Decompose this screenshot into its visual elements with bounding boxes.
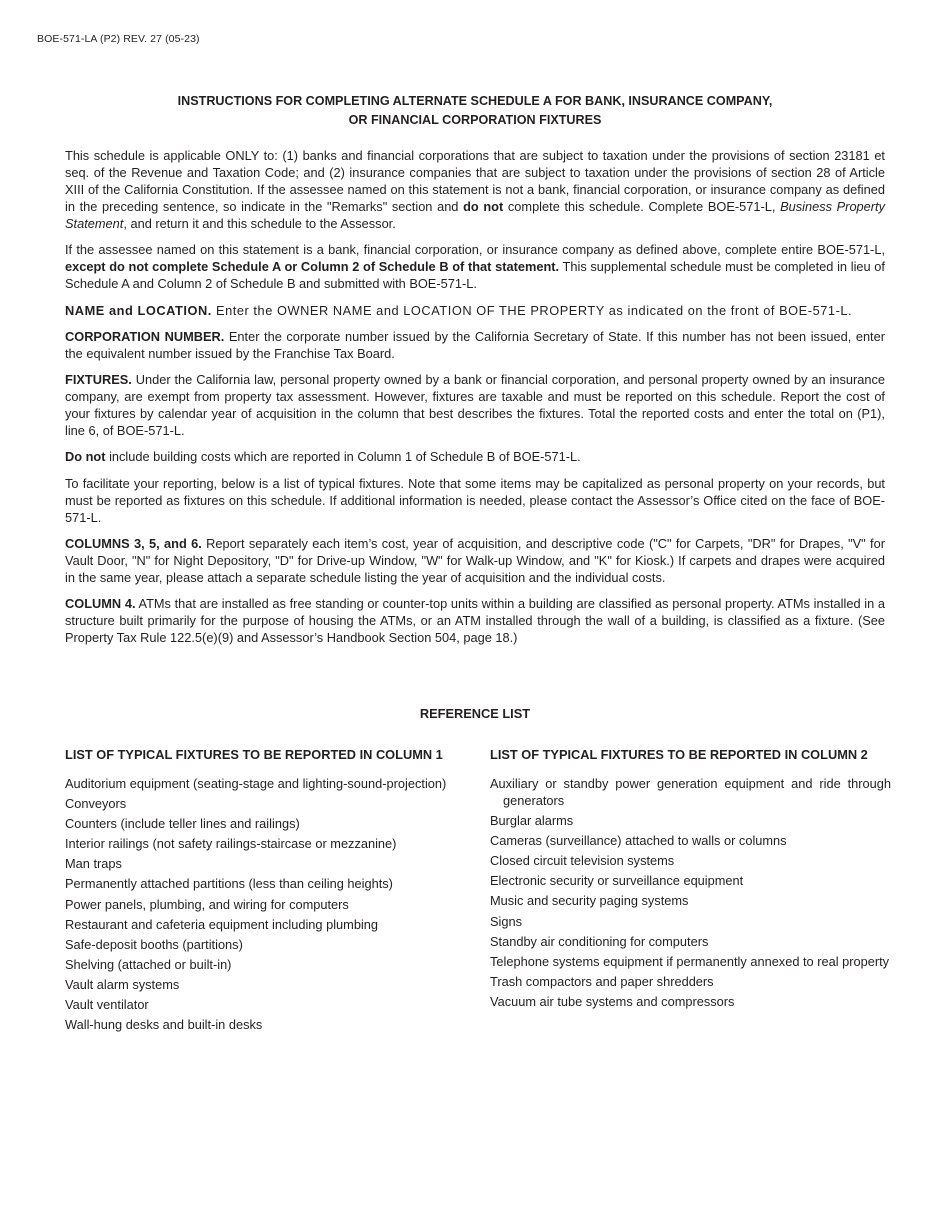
list-item: Vacuum air tube systems and compressors <box>490 993 735 1009</box>
applicability-text-3: , and return it and this schedule to the Assessor. <box>123 216 396 231</box>
applicability-text-2: complete this schedule. Complete BOE-571-L, <box>503 199 781 214</box>
fixtures-heading: FIXTURES. <box>65 372 132 388</box>
applicability-form-title: Business Property Statement <box>65 199 886 231</box>
list-item: Electronic security or surveillance equipment <box>490 873 744 889</box>
list-item: Counters (include teller lines and railings) <box>65 816 300 832</box>
column-1-items <box>65 775 465 1033</box>
page-title <box>65 92 885 130</box>
list-item: Shelving (attached or built-in) <box>65 956 232 972</box>
applicability-emphasis: do not <box>463 199 504 214</box>
facilitate-text: To facilitate your reporting, below is a list of typical fixtures. Note that some items may be capitalized as personal property on your records, but must be reported as fixtures on this schedule. If additional information is needed, please contact the Assessor’s Office cited on the face of BOE-571-L. <box>65 475 885 525</box>
page-title-line-2: OR FINANCIAL CORPORATION FIXTURES <box>348 113 602 127</box>
list-item: Power panels, plumbing, and wiring for computers <box>65 896 349 912</box>
corporation-number-paragraph <box>65 328 885 362</box>
list-item: Cameras (surveillance) attached to walls or columns <box>490 833 787 849</box>
form-id: BOE-571-LA (P2) REV. 27 (05-23) <box>37 33 200 45</box>
do-not-paragraph <box>65 448 885 465</box>
corporation-number-text: Enter the corporate number issued by the California Secretary of State. If this number has not been issued, enter the equivalent number issued by the Franchise Tax Board. <box>65 328 885 361</box>
reference-list-title: REFERENCE LIST <box>419 706 531 721</box>
name-location-text: Enter the OWNER NAME and LOCATION OF THE PROPERTY as indicated on the front of BOE-571-L. <box>211 302 853 318</box>
columns-356-heading: COLUMNS 3, 5, and 6. <box>65 536 202 552</box>
column-2-fixtures-list <box>490 746 891 1013</box>
name-location-paragraph <box>65 302 885 319</box>
list-item: Vault alarm systems <box>65 976 180 992</box>
list-item: Vault ventilator <box>65 997 149 1013</box>
list-item: Interior railings (not safety railings-staircase or mezzanine) <box>65 836 397 852</box>
columns-356-text: Report separately each item’s cost, year of acquisition, and descriptive code ("C" for Carpets, "DR" for Drapes, "V" for Vault Door, "N" for Night Depository, "D" for Drive-up Window, "W" for Walk-up Window, and "K" for Kiosk.) If carpets and drapes were acquired in the same year, please attach a separate schedule listing the year of acquisition and the individual costs. <box>65 536 885 586</box>
list-item: Conveyors <box>65 796 127 812</box>
list-item: Safe-deposit booths (partitions) <box>65 936 243 952</box>
column-4-text: ATMs that are installed as free standing or counter-top units within a building are classified as personal property. ATMs installed in a structure built primarily for the purpose of housing the ATMs, or an ATM installed through the wall of a building, is classified as a fixture. (See Property Tax Rule 122.5(e)(9) and Assessor’s Handbook Section 504, page 18.) <box>65 596 885 646</box>
do-not-text: include building costs which are reported in Column 1 of Schedule B of BOE-571-L. <box>105 449 581 465</box>
column-4-paragraph <box>65 595 885 646</box>
list-item: Wall-hung desks and built-in desks <box>65 1017 263 1033</box>
column-2-items <box>490 775 891 1010</box>
facilitate-paragraph <box>65 475 885 526</box>
applicability-text-1: This schedule is applicable ONLY to: (1) banks and financial corporations that are subject to taxation under the provisions of section 23181 et seq. of the Revenue and Taxation Code; and (2) insurance companies that are subject to taxation under the provisions of section 28 of Article XIII of the California Constitution. If the assessee named on this statement is not a bank, financial corporation, or insurance company as defined in the preceding sentence, so indicate in the "Remarks" section and <box>65 148 885 214</box>
column-1-fixtures-list <box>65 746 465 1036</box>
list-item: Telephone systems equipment if permanently annexed to real property <box>490 953 890 969</box>
list-item: Restaurant and cafeteria equipment including plumbing <box>65 916 379 932</box>
list-item: Man traps <box>65 856 122 872</box>
columns-356-paragraph <box>65 535 885 586</box>
corporation-number-heading: CORPORATION NUMBER. <box>65 328 225 344</box>
applicability-paragraph <box>65 147 885 232</box>
list-item: Standby air conditioning for computers <box>490 933 709 949</box>
list-item: Music and security paging systems <box>490 893 689 909</box>
fixtures-paragraph <box>65 371 885 439</box>
column-1-heading: LIST OF TYPICAL FIXTURES TO BE REPORTED IN COLUMN 1 <box>65 747 443 762</box>
page-title-line-1: INSTRUCTIONS FOR COMPLETING ALTERNATE SCHEDULE A FOR BANK, INSURANCE COMPANY, <box>177 94 773 108</box>
list-item: Permanently attached partitions (less than ceiling heights) <box>65 876 393 892</box>
entire-form-text-1: If the assessee named on this statement is a bank, financial corporation, or insurance company as defined above, complete entire BOE-571-L, <box>65 242 885 258</box>
list-item: Trash compactors and paper shredders <box>490 973 714 989</box>
entire-form-paragraph <box>65 241 885 292</box>
list-item: Auxiliary or standby power generation equipment and ride through generators <box>490 776 891 808</box>
list-item: Auditorium equipment (seating-stage and lighting-sound-projection) <box>65 776 447 791</box>
entire-form-emphasis: except do not complete Schedule A or Column 2 of Schedule B of that statement. <box>65 259 560 275</box>
entire-form-text-2: This supplemental schedule must be completed in lieu of Schedule A and Column 2 of Schedule B and submitted with BOE-571-L. <box>65 259 885 292</box>
fixtures-text: Under the California law, personal property owned by a bank or financial corporation, and personal property owned by an insurance company, are exempt from property tax assessment. However, fixtures are taxable and must be reported on this schedule. Report the cost of your fixtures by calendar year of acquisition in the column that best describes the fixtures. Total the reported costs and enter the total on (P1), line 6, of BOE-571-L. <box>65 372 885 439</box>
column-2-heading: LIST OF TYPICAL FIXTURES TO BE REPORTED IN COLUMN 2 <box>490 747 868 762</box>
list-item: Burglar alarms <box>490 813 574 829</box>
do-not-heading: Do not <box>65 449 106 465</box>
list-item: Closed circuit television systems <box>490 853 675 869</box>
list-item: Signs <box>490 913 523 929</box>
name-location-heading: NAME and LOCATION. <box>65 302 212 318</box>
column-4-heading: COLUMN 4. <box>65 596 136 612</box>
instructions-body <box>65 147 885 656</box>
